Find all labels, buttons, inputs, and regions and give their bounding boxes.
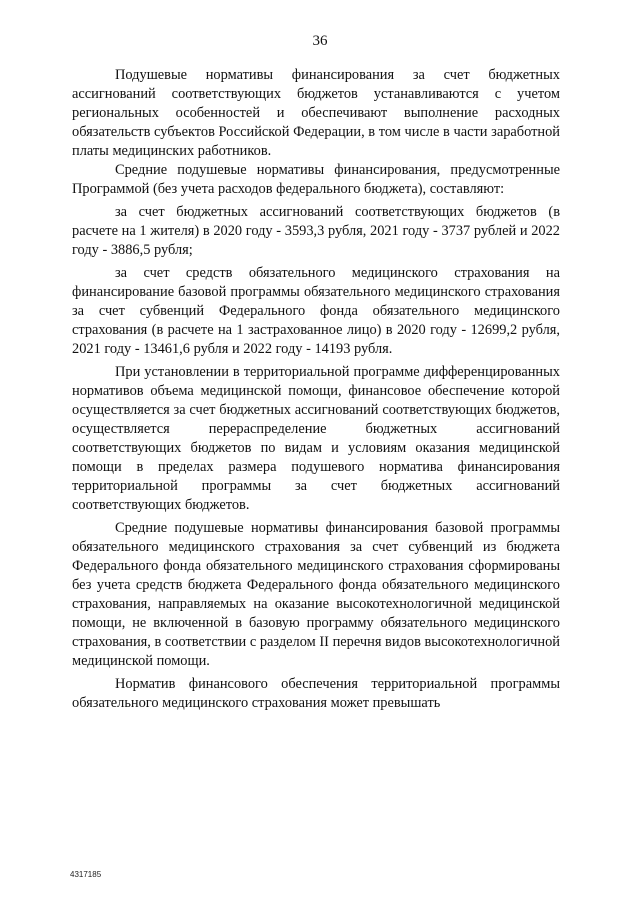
page-number: 36 <box>312 33 328 49</box>
paragraph-2: Средние подушевые нормативы финансирования, предусмотренные Программой (без учета расходов федерального бюджета), составляют: <box>72 162 560 197</box>
paragraph-7: Норматив финансового обеспечения территориальной программы обязательного медицинского страхования может превышать <box>72 676 560 711</box>
paragraph-4: за счет средств обязательного медицинского страхования на финансирование базовой программы обязательного медицинского страхования за счет субвенций Федерального фонда обязательного медицинского страхования (в расчете на 1 застрахованное лицо) в 2020 году - 12699,2 рубля, 2021 году - 13461,6 рубля и 2022 году - 14193 рубля. <box>72 265 560 357</box>
paragraph-1: Подушевые нормативы финансирования за счет бюджетных ассигнований соответствующих бюджетов устанавливаются с учетом региональных особенностей и обеспечивают выполнение расходных обязательств субъектов Российской Федерации, в том числе в части заработной платы медицинских работников. <box>72 67 560 159</box>
document-body <box>72 66 560 713</box>
paragraph-3: за счет бюджетных ассигнований соответствующих бюджетов (в расчете на 1 жителя) в 2020 году - 3593,3 рубля, 2021 году - 3737 рублей и 2022 году - 3886,5 рубля; <box>72 204 560 258</box>
paragraph-6: Средние подушевые нормативы финансирования базовой программы обязательного медицинского страхования за счет субвенций из бюджета Федерального фонда обязательного медицинского страхования сформированы без учета средств бюджета Федерального фонда обязательного медицинского страхования, направляемых на оказание высокотехнологичной медицинской помощи, не включенной в базовую программу обязательного медицинского страхования, в соответствии с разделом II перечня видов высокотехнологичной медицинской помощи. <box>72 520 560 669</box>
document-code: 4317185 <box>70 870 102 879</box>
paragraph-5: При установлении в территориальной программе дифференцированных нормативов объема медицинской помощи, финансовое обеспечение которой осуществляется за счет бюджетных ассигнований соответствующих бюджетов, осуществляется перераспределение бюджетных ассигнований соответствующих бюджетов по видам и условиям оказания медицинской помощи в пределах размера подушевого норматива финансирования территориальной программы за счет бюджетных ассигнований соответствующих бюджетов. <box>72 364 560 513</box>
